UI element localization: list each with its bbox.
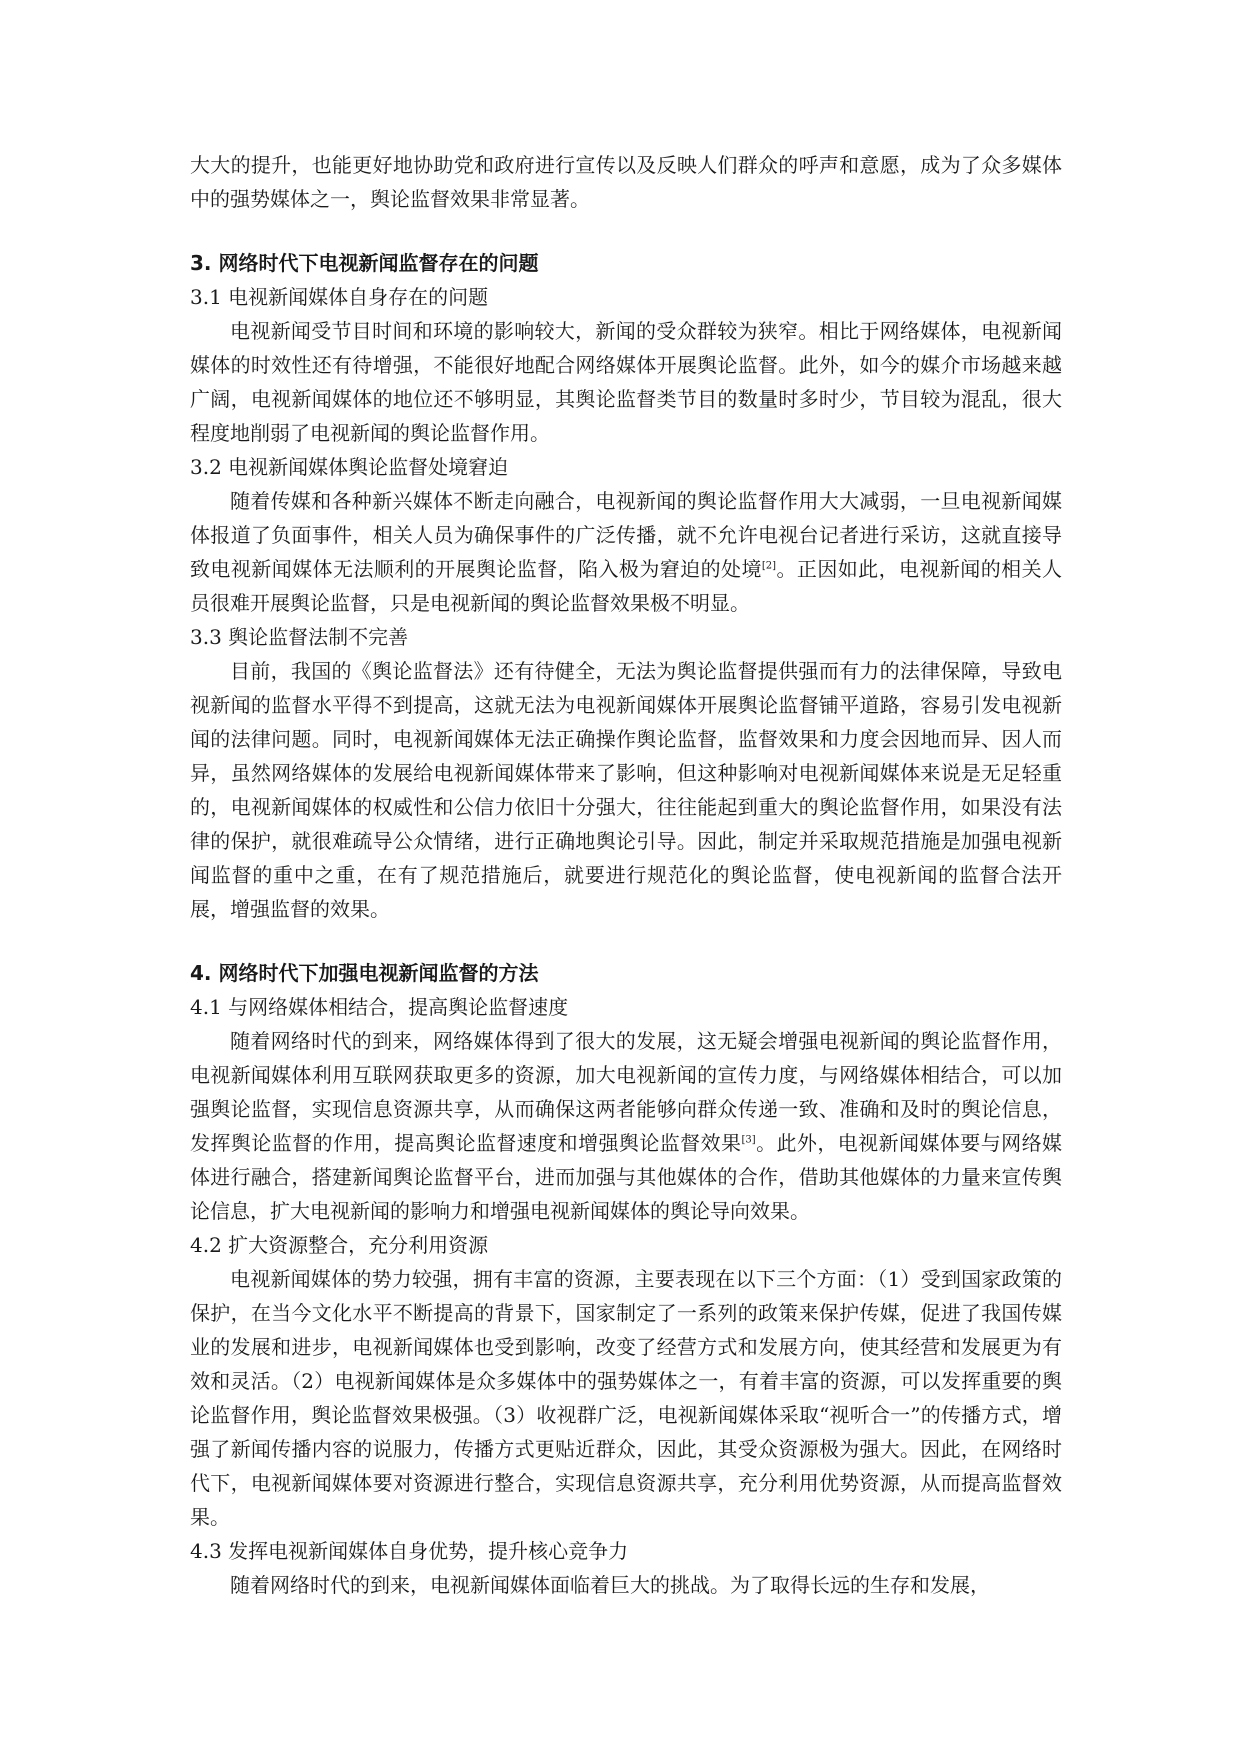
section-gap: [190, 926, 1062, 956]
subsection-4-1-paragraph: [190, 1024, 1062, 1228]
subsection-3-2-paragraph: [190, 484, 1062, 620]
subsection-4-1-heading: 4.1 与网络媒体相结合，提高舆论监督速度: [190, 995, 569, 1019]
subsection-4-2-heading: 4.2 扩大资源整合，充分利用资源: [190, 1233, 489, 1257]
section-gap: [190, 216, 1062, 246]
subsection-3-1-heading: 3.1 电视新闻媒体自身存在的问题: [190, 285, 489, 309]
document-page: [190, 148, 1062, 1602]
subsection-3-3-paragraph: 目前，我国的《舆论监督法》还有待健全，无法为舆论监督提供强而有力的法律保障，导致电视新闻的监督水平得不到提高，这就无法为电视新闻媒体开展舆论监督铺平道路，容易引发电视新闻的法律问题。同时，电视新闻媒体无法正确操作舆论监督，监督效果和力度会因地而异、因人而异，虽然网络媒体的发展给电视新闻媒体带来了影响，但这种影响对电视新闻媒体来说是无足轻重的，电视新闻媒体的权威性和公信力依旧十分强大，往往能起到重大的舆论监督作用，如果没有法律的保护，就很难疏导公众情绪，进行正确地舆论引导。因此，制定并采取规范措施是加强电视新闻监督的重中之重，在有了规范措施后，就要进行规范化的舆论监督，使电视新闻的监督合法开展，增强监督的效果。: [190, 659, 1062, 921]
subsection-4-2-paragraph: 电视新闻媒体的势力较强，拥有丰富的资源，主要表现在以下三个方面：（1）受到国家政策的保护，在当今文化水平不断提高的背景下，国家制定了一系列的政策来保护传媒，促进了我国传媒业的发展和进步，电视新闻媒体也受到影响，改变了经营方式和发展方向，使其经营和发展更为有效和灵活。（2）电视新闻媒体是众多媒体中的强势媒体之一，有着丰富的资源，可以发挥重要的舆论监督作用，舆论监督效果极强。（3）收视群广泛，电视新闻媒体采取“视听合一”的传播方式，增强了新闻传播内容的说服力，传播方式更贴近群众，因此，其受众资源极为强大。因此，在网络时代下，电视新闻媒体要对资源进行整合，实现信息资源共享，充分利用优势资源，从而提高监督效果。: [190, 1267, 1062, 1529]
paragraph-text: 。正因如此，电视新闻的相关人员很难开展舆论监督，只是电视新闻的舆论监督效果极不明显。: [190, 557, 1063, 615]
subsection-3-1-paragraph: 电视新闻受节目时间和环境的影响较大，新闻的受众群较为狭窄。相比于网络媒体，电视新闻媒体的时效性还有待增强，不能很好地配合网络媒体开展舆论监督。此外，如今的媒介市场越来越广阔，电视新闻媒体的地位还不够明显，其舆论监督类节目的数量时多时少，节目较为混乱，很大程度地削弱了电视新闻的舆论监督作用。: [190, 319, 1062, 445]
subsection-3-3-heading: 3.3 舆论监督法制不完善: [190, 625, 409, 649]
citation-3: [3]: [741, 1134, 756, 1146]
subsection-4-3-paragraph: 随着网络时代的到来，电视新闻媒体面临着巨大的挑战。为了取得长远的生存和发展，: [230, 1573, 990, 1597]
paragraph-text: 。此外，电视新闻媒体要与网络媒体进行融合，搭建新闻舆论监督平台，进而加强与其他媒体的合作，借助其他媒体的力量来宣传舆论信息，扩大电视新闻的影响力和增强电视新闻媒体的舆论导向效果。: [190, 1131, 1063, 1223]
intro-paragraph: 大大的提升，也能更好地协助党和政府进行宣传以及反映人们群众的呼声和意愿，成为了众多媒体中的强势媒体之一，舆论监督效果非常显著。: [190, 153, 1062, 211]
section-3-heading: 3. 网络时代下电视新闻监督存在的问题: [190, 251, 539, 275]
section-4-heading: 4. 网络时代下加强电视新闻监督的方法: [190, 961, 539, 985]
citation-2: [2]: [761, 560, 777, 572]
paragraph-text: 随着网络时代的到来，网络媒体得到了很大的发展，这无疑会增强电视新闻的舆论监督作用，电视新闻媒体利用互联网获取更多的资源，加大电视新闻的宣传力度，与网络媒体相结合，可以加强舆论监督，实现信息资源共享，从而确保这两者能够向群众传递一致、准确和及时的舆论信息，发挥舆论监督的作用，提高舆论监督速度和增强舆论监督效果: [190, 1029, 1062, 1155]
subsection-3-2-heading: 3.2 电视新闻媒体舆论监督处境窘迫: [190, 455, 509, 479]
paragraph-text: 随着传媒和各种新兴媒体不断走向融合，电视新闻的舆论监督作用大大减弱，一旦电视新闻媒体报道了负面事件，相关人员为确保事件的广泛传播，就不允许电视台记者进行采访，这就直接导致电视新闻媒体无法顺利的开展舆论监督，陷入极为窘迫的处境: [190, 489, 1062, 581]
subsection-4-3-heading: 4.3 发挥电视新闻媒体自身优势，提升核心竞争力: [190, 1539, 629, 1563]
